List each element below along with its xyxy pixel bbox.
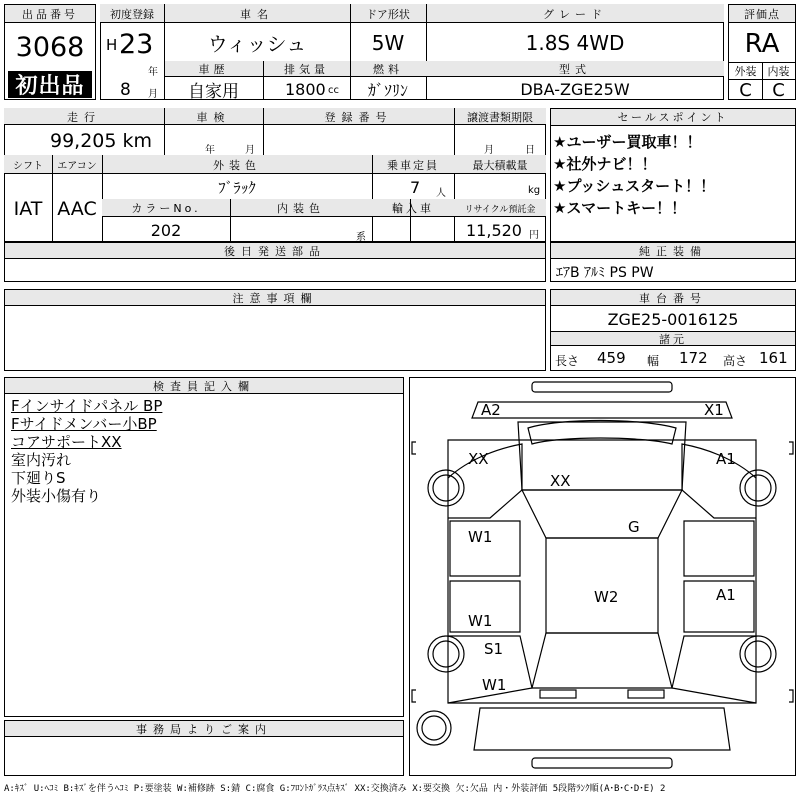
car-name-label: 車名 xyxy=(240,7,274,21)
registration-label: 登録番号 xyxy=(324,110,393,124)
office-label: 事務局よりご案内 xyxy=(5,721,403,737)
later-parts-label: 後日発送部品 xyxy=(5,243,545,259)
transfer-month-unit: 月 xyxy=(484,145,494,156)
mark-right-front-fender: A1 xyxy=(716,450,736,468)
mark-right-rear-door: A1 xyxy=(716,586,736,604)
inspection-year-unit: 年 xyxy=(205,145,215,156)
car-name-value: ウィッシュ xyxy=(207,32,307,56)
first-reg-year: 23 xyxy=(119,29,154,60)
inspector-note: 下廻りS xyxy=(11,469,66,487)
grade-value: 1.8S 4WD xyxy=(525,30,625,55)
fuel-value: ｶﾞｿﾘﾝ xyxy=(367,80,408,100)
color-no-label: カラーNo. xyxy=(131,202,201,215)
inspector-label: 検査員記入欄 xyxy=(5,378,403,394)
recycle-label: リサイクル預託金 xyxy=(464,204,536,215)
sales-point-item: ★スマートキー！！ xyxy=(553,199,687,217)
mark-windshield: G xyxy=(628,518,640,536)
legend: A:ｷｽﾞ U:ﾍｺﾐ B:ｷｽﾞを伴うﾍｺﾐ P:要塗装 W:補修跡 S:錆 C:腐食 G:ﾌﾛﾝﾄｶﾞﾗｽ点ｷｽﾞ XX:交換済み X:要交換 欠:欠品 内・外装評価 5段階ﾗﾝｸ順(A･B･C･D･E) 2 xyxy=(4,784,666,794)
interior-grade-label: 内装 xyxy=(767,65,790,78)
aircon-label: エアコン xyxy=(57,161,97,172)
inspector-note: 外装小傷有り xyxy=(11,487,102,505)
mark-hood: XX xyxy=(550,472,571,490)
mark-front-left: A2 xyxy=(481,401,501,419)
era-letter: H xyxy=(106,36,118,54)
exterior-grade-label: 外装 xyxy=(734,65,757,78)
mark-roof: W2 xyxy=(594,588,619,606)
equipment-label: 純正装備 xyxy=(551,243,795,259)
inspector-note: Fインサイドパネル BP xyxy=(11,397,163,415)
notes-label: 注意事項欄 xyxy=(5,290,545,306)
car-damage-diagram xyxy=(410,378,795,775)
sales-point-item: ★プッシュスタート！！ xyxy=(553,177,716,195)
sales-points-section xyxy=(550,108,796,242)
score-section xyxy=(728,4,796,100)
year-unit: 年 xyxy=(148,67,158,78)
inspector-note: コアサポートXX xyxy=(11,433,122,451)
notes-section xyxy=(4,289,546,371)
exterior-color-value: ﾌﾞﾗｯｸ xyxy=(218,179,256,197)
height-value: 161 xyxy=(759,349,788,367)
transfer-label: 譲渡書類期限 xyxy=(467,110,533,124)
office-section xyxy=(4,720,404,776)
score-value: RA xyxy=(744,29,780,59)
later-parts-section xyxy=(4,242,546,282)
color-no-value: 202 xyxy=(150,221,182,240)
displacement-unit: cc xyxy=(328,85,339,96)
recycle-unit: 円 xyxy=(529,230,539,241)
mark-left-front-fender: XX xyxy=(468,450,489,468)
model-code-label: 型式 xyxy=(559,63,591,76)
month-unit: 月 xyxy=(148,89,158,100)
mileage-label: 走行 xyxy=(67,110,101,124)
sales-points-label: セールスポイント xyxy=(551,109,795,126)
interior-color-label: 内装色 xyxy=(277,202,325,215)
shift-label: シフト xyxy=(13,161,43,172)
capacity-label: 乗車定員 xyxy=(387,158,439,172)
chassis-label: 車台番号 xyxy=(551,290,795,306)
inspector-note: 室内汚れ xyxy=(11,451,72,469)
interior-grade-value: C xyxy=(772,79,785,101)
chassis-value: ZGE25-0016125 xyxy=(607,309,739,329)
aircon-value: AAC xyxy=(57,198,97,220)
door-label: ドア形状 xyxy=(366,7,410,21)
mark-left-front-door: W1 xyxy=(468,528,493,546)
equipment-value: ｴｱB ｱﾙﾐ PS PW xyxy=(556,265,654,281)
sales-point-item: ★ユーザー買取車！！ xyxy=(553,133,702,151)
mark-left-rear-door: W1 xyxy=(468,612,493,630)
mark-left-rear-fender: S1 xyxy=(484,640,504,658)
interior-color-unit: 系 xyxy=(356,232,366,243)
model-code-value: DBA-ZGE25W xyxy=(520,79,630,99)
capacity-unit: 人 xyxy=(436,188,446,199)
history-value: 自家用 xyxy=(188,81,239,102)
inspector-note: Fサイドメンバー小BP xyxy=(11,415,157,433)
max-load-label: 最大積載量 xyxy=(472,158,528,172)
mark-left-rear-quarter: W1 xyxy=(482,676,507,694)
mileage-value: 99,205 km xyxy=(50,130,153,152)
dims-label: 諸元 xyxy=(551,331,795,346)
height-label: 高さ xyxy=(723,354,748,368)
length-label: 長さ xyxy=(555,354,580,368)
width-value: 172 xyxy=(679,349,708,367)
recycle-value: 11,520 xyxy=(466,221,522,240)
fuel-label: 燃料 xyxy=(373,63,403,76)
mark-front-right: X1 xyxy=(704,401,724,419)
first-reg-label: 初度登録 xyxy=(110,7,154,21)
transfer-day-unit: 日 xyxy=(525,145,535,156)
length-value: 459 xyxy=(597,349,626,367)
grade-label: グレード xyxy=(543,7,607,21)
displacement-value: 1800 xyxy=(285,80,326,99)
max-load-unit: kg xyxy=(528,185,541,196)
car-diagram-section xyxy=(409,377,796,776)
history-label: 車歴 xyxy=(198,63,229,76)
first-listing-badge: 初出品 xyxy=(8,71,92,98)
inspection-month-unit: 月 xyxy=(245,145,255,156)
shift-value: IAT xyxy=(13,198,43,220)
displacement-label: 排気量 xyxy=(284,63,329,76)
door-value: 5W xyxy=(371,30,405,55)
exterior-color-label: 外装色 xyxy=(213,158,261,172)
first-reg-month: 8 xyxy=(120,80,131,100)
exterior-grade-value: C xyxy=(739,79,752,101)
chassis-section xyxy=(550,289,796,371)
sales-point-item: ★社外ナビ！！ xyxy=(553,155,657,173)
import-label: 輸入車 xyxy=(392,202,434,215)
lot-label: 出品番号 xyxy=(5,5,95,23)
score-label: 評価点 xyxy=(729,5,795,23)
width-label: 幅 xyxy=(647,354,660,368)
lot-section xyxy=(4,4,96,100)
lot-number: 3068 xyxy=(15,31,85,63)
inspector-section xyxy=(4,377,404,717)
equipment-section xyxy=(550,242,796,282)
inspection-label: 車検 xyxy=(196,110,231,124)
capacity-value: 7 xyxy=(410,178,421,197)
